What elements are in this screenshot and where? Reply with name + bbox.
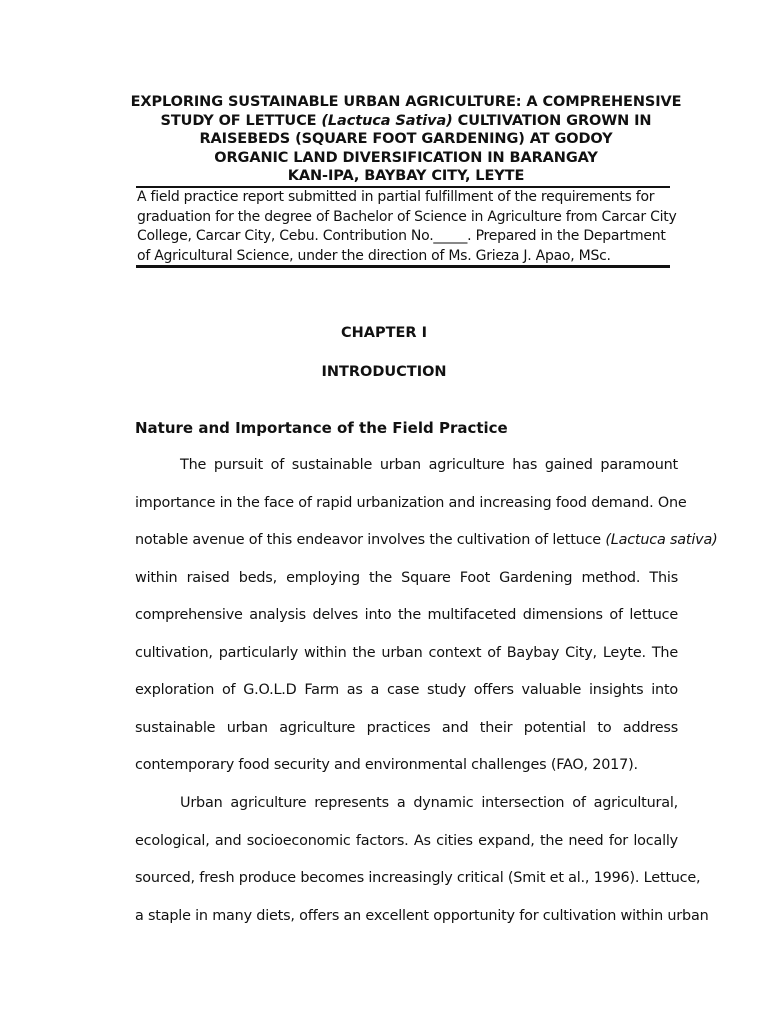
title-line-3: RAISEBEDS (SQUARE FOOT GARDENING) AT GODOY (199, 131, 613, 147)
section-heading: Nature and Importance of the Field Practice (135, 419, 508, 437)
p1-line-5: comprehensive analysis delves into the multifaceted dimensions of lettuce (135, 607, 678, 623)
introduction-heading: INTRODUCTION (321, 364, 447, 380)
report-title (120, 93, 692, 186)
p1-line-6: cultivation, particularly within the urban context of Baybay City, Leyte. The (135, 645, 678, 661)
p1-line-4: within raised beds, employing the Square Foot Gardening method. This (135, 570, 678, 586)
statement-line-4: of Agricultural Science, under the direction of Ms. Grieza J. Apao, MSc. (137, 247, 611, 264)
p2-line-3: sourced, fresh produce becomes increasingly critical (Smit et al., 1996). Lettuce, (135, 870, 701, 886)
title-line-4: ORGANIC LAND DIVERSIFICATION IN BARANGAY (214, 149, 598, 166)
abstract-bottom-rule (136, 265, 670, 268)
p2-line-4: a staple in many diets, offers an excellent opportunity for cultivation within urban (135, 908, 709, 924)
statement-line-1: A field practice report submitted in partial fulfillment of the requirements for (137, 189, 655, 205)
p1-line-8: sustainable urban agriculture practices and their potential to address (135, 720, 678, 736)
title-line-2-start: STUDY OF LETTUCE (160, 112, 322, 129)
p1-line-7: exploration of G.O.L.D Farm as a case study offers valuable insights into (135, 682, 678, 698)
p1-line-3-text: notable avenue of this endeavor involves the cultivation of lettuce (135, 532, 606, 548)
submission-statement (137, 188, 677, 266)
statement-line-2: graduation for the degree of Bachelor of Science in Agriculture from Carcar City (137, 208, 677, 225)
p1-scientific-name: (Lactuca sativa) (605, 532, 718, 548)
title-line-2 (120, 112, 692, 131)
title-line-1: EXPLORING SUSTAINABLE URBAN AGRICULTURE: A COMPREHENSIVE (130, 94, 682, 110)
title-line-2-end: CULTIVATION GROWN IN (452, 112, 652, 129)
p1-line-3 (135, 532, 718, 548)
p2-line-1: Urban agriculture represents a dynamic intersection of agricultural, (180, 795, 678, 811)
p2-line-2: ecological, and socioeconomic factors. As cities expand, the need for locally (135, 833, 678, 849)
p1-line-1: The pursuit of sustainable urban agriculture has gained paramount (180, 457, 678, 473)
p1-line-2: importance in the face of rapid urbanization and increasing food demand. One (135, 495, 687, 511)
title-scientific-name: (Lactuca Sativa) (321, 112, 453, 129)
title-line-5: KAN-IPA, BAYBAY CITY, LEYTE (287, 168, 525, 184)
statement-line-3: College, Carcar City, Cebu. Contribution No._____. Prepared in the Department (137, 228, 666, 245)
chapter-heading: CHAPTER I (340, 325, 428, 341)
p1-line-9: contemporary food security and environmental challenges (FAO, 2017). (135, 757, 638, 773)
